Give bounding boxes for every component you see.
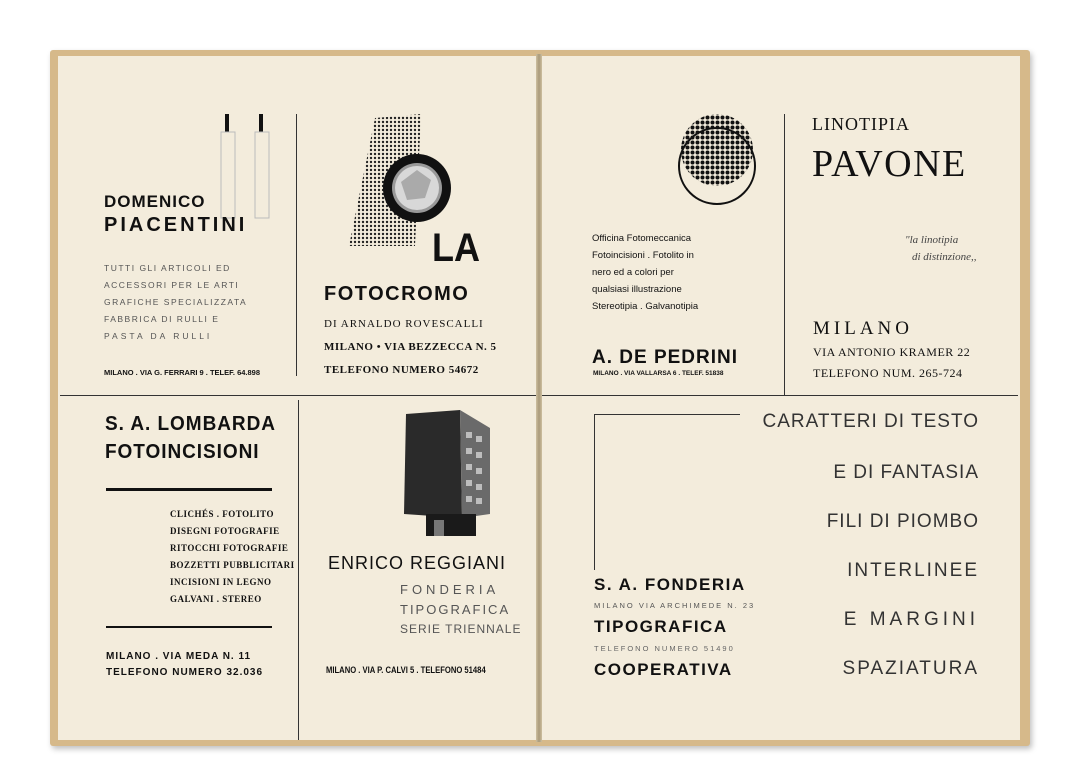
divider-vertical-bottom-left bbox=[298, 400, 299, 740]
lombarda-item: RITOCCHI FOTOGRAFIE bbox=[170, 543, 289, 553]
pavone-city: MILANO bbox=[813, 318, 913, 339]
lombarda-items bbox=[170, 506, 295, 608]
fonderia-product: CARATTERI DI TESTO bbox=[762, 411, 979, 432]
pavone-phone: TELEFONO NUM. 265-724 bbox=[813, 366, 963, 380]
fonderia-product: SPAZIATURA bbox=[842, 658, 979, 679]
reggiani-tipografica: TIPOGRAFICA bbox=[400, 602, 511, 617]
divider-vertical-top-right bbox=[784, 114, 785, 396]
pavone-motto-2: di distinzione,, bbox=[912, 251, 977, 263]
lombarda-address: MILANO . VIA MEDA N. 11 bbox=[106, 651, 252, 662]
fonderia-product: INTERLINEE bbox=[847, 560, 979, 581]
pedrini-halftone-logo bbox=[675, 110, 765, 210]
fonderia-line-2: TIPOGRAFICA bbox=[594, 617, 728, 636]
piacentini-items bbox=[104, 260, 247, 345]
lombarda-item: BOZZETTI PUBBLICITARI bbox=[170, 560, 295, 570]
piacentini-item: ACCESSORI PER LE ARTI bbox=[104, 280, 240, 290]
pedrini-description-line: Fotoincisioni . Fotolito in bbox=[592, 250, 694, 261]
fonderia-address: MILANO VIA ARCHIMEDE N. 23 bbox=[594, 601, 756, 610]
lombarda-item: INCISIONI IN LEGNO bbox=[170, 577, 272, 587]
fonderia-phone: TELEFONO NUMERO 51490 bbox=[594, 644, 735, 653]
piacentini-ornament bbox=[215, 112, 275, 222]
reggiani-fonderia: FONDERIA bbox=[400, 582, 500, 597]
divider-horizontal-left bbox=[60, 395, 536, 396]
lombarda-item: DISEGNI FOTOGRAFIE bbox=[170, 526, 280, 536]
fotocromo-title: FOTOCROMO bbox=[324, 283, 470, 305]
fotocromo-owner: DI ARNALDO ROVESCALLI bbox=[324, 318, 484, 330]
fonderia-line-3: COOPERATIVA bbox=[594, 660, 733, 679]
pedrini-description-line: Stereotipia . Galvanotipia bbox=[592, 301, 699, 312]
pedrini-description-line: nero ed a colori per bbox=[592, 267, 674, 278]
pavone-address: VIA ANTONIO KRAMER 22 bbox=[813, 345, 971, 359]
reggiani-name: ENRICO REGGIANI bbox=[328, 553, 507, 573]
piacentini-item: TUTTI GLI ARTICOLI ED bbox=[104, 263, 231, 273]
lombarda-name-1: S. A. LOMBARDA bbox=[105, 413, 276, 435]
piacentini-item: GRAFICHE SPECIALIZZATA bbox=[104, 297, 248, 307]
divider-vertical-top-left bbox=[296, 114, 297, 376]
lombarda-phone: TELEFONO NUMERO 32.036 bbox=[106, 667, 264, 678]
pedrini-description-line: qualsiasi illustrazione bbox=[592, 284, 682, 295]
fonderia-product: E MARGINI bbox=[843, 609, 979, 630]
lombarda-rule-bottom bbox=[106, 626, 272, 628]
fonderia-frame-left bbox=[594, 414, 595, 570]
lombarda-name-2: FOTOINCISIONI bbox=[105, 441, 260, 463]
fotocromo-address: MILANO • VIA BEZZECCA N. 5 bbox=[324, 341, 497, 353]
lombarda-rule-top bbox=[106, 488, 272, 491]
fonderia-frame-top bbox=[594, 414, 740, 415]
pavone-name: PAVONE bbox=[812, 143, 967, 185]
pavone-linotipia: LINOTIPIA bbox=[812, 114, 910, 134]
lombarda-item: GALVANI . STEREO bbox=[170, 594, 262, 604]
divider-horizontal-right bbox=[542, 395, 1018, 396]
lombarda-item: CLICHÉS . FOTOLITO bbox=[170, 509, 274, 519]
pedrini-address: MILANO . VIA VALLARSA 6 . TELEF. 51838 bbox=[593, 370, 724, 377]
pavone-motto-1: "la linotipia bbox=[905, 234, 959, 246]
fonderia-product: E DI FANTASIA bbox=[833, 462, 979, 483]
fotocromo-phone: TELEFONO NUMERO 54672 bbox=[324, 364, 479, 376]
pedrini-name: A. DE PEDRINI bbox=[592, 347, 739, 368]
piacentini-item: PASTA DA RULLI bbox=[104, 331, 213, 341]
fonderia-product: FILI DI PIOMBO bbox=[826, 511, 979, 532]
piacentini-item: FABBRICA DI RULLI E bbox=[104, 314, 220, 324]
reggiani-serie: SERIE TRIENNALE bbox=[400, 622, 522, 636]
pedrini-description bbox=[592, 230, 698, 315]
fotocromo-la: LA bbox=[432, 226, 480, 270]
piacentini-name-first: DOMENICO bbox=[104, 192, 206, 211]
pedrini-description-line: Officina Fotomeccanica bbox=[592, 233, 692, 244]
book-gutter bbox=[536, 54, 542, 742]
piacentini-address: MILANO . VIA G. FERRARI 9 . TELEF. 64.898 bbox=[104, 368, 261, 377]
reggiani-address: MILANO . VIA P. CALVI 5 . TELEFONO 51484 bbox=[326, 665, 486, 675]
fonderia-line-1: S. A. FONDERIA bbox=[594, 575, 746, 594]
reggiani-building-photo bbox=[400, 410, 492, 542]
piacentini-name-last: PIACENTINI bbox=[104, 214, 248, 236]
